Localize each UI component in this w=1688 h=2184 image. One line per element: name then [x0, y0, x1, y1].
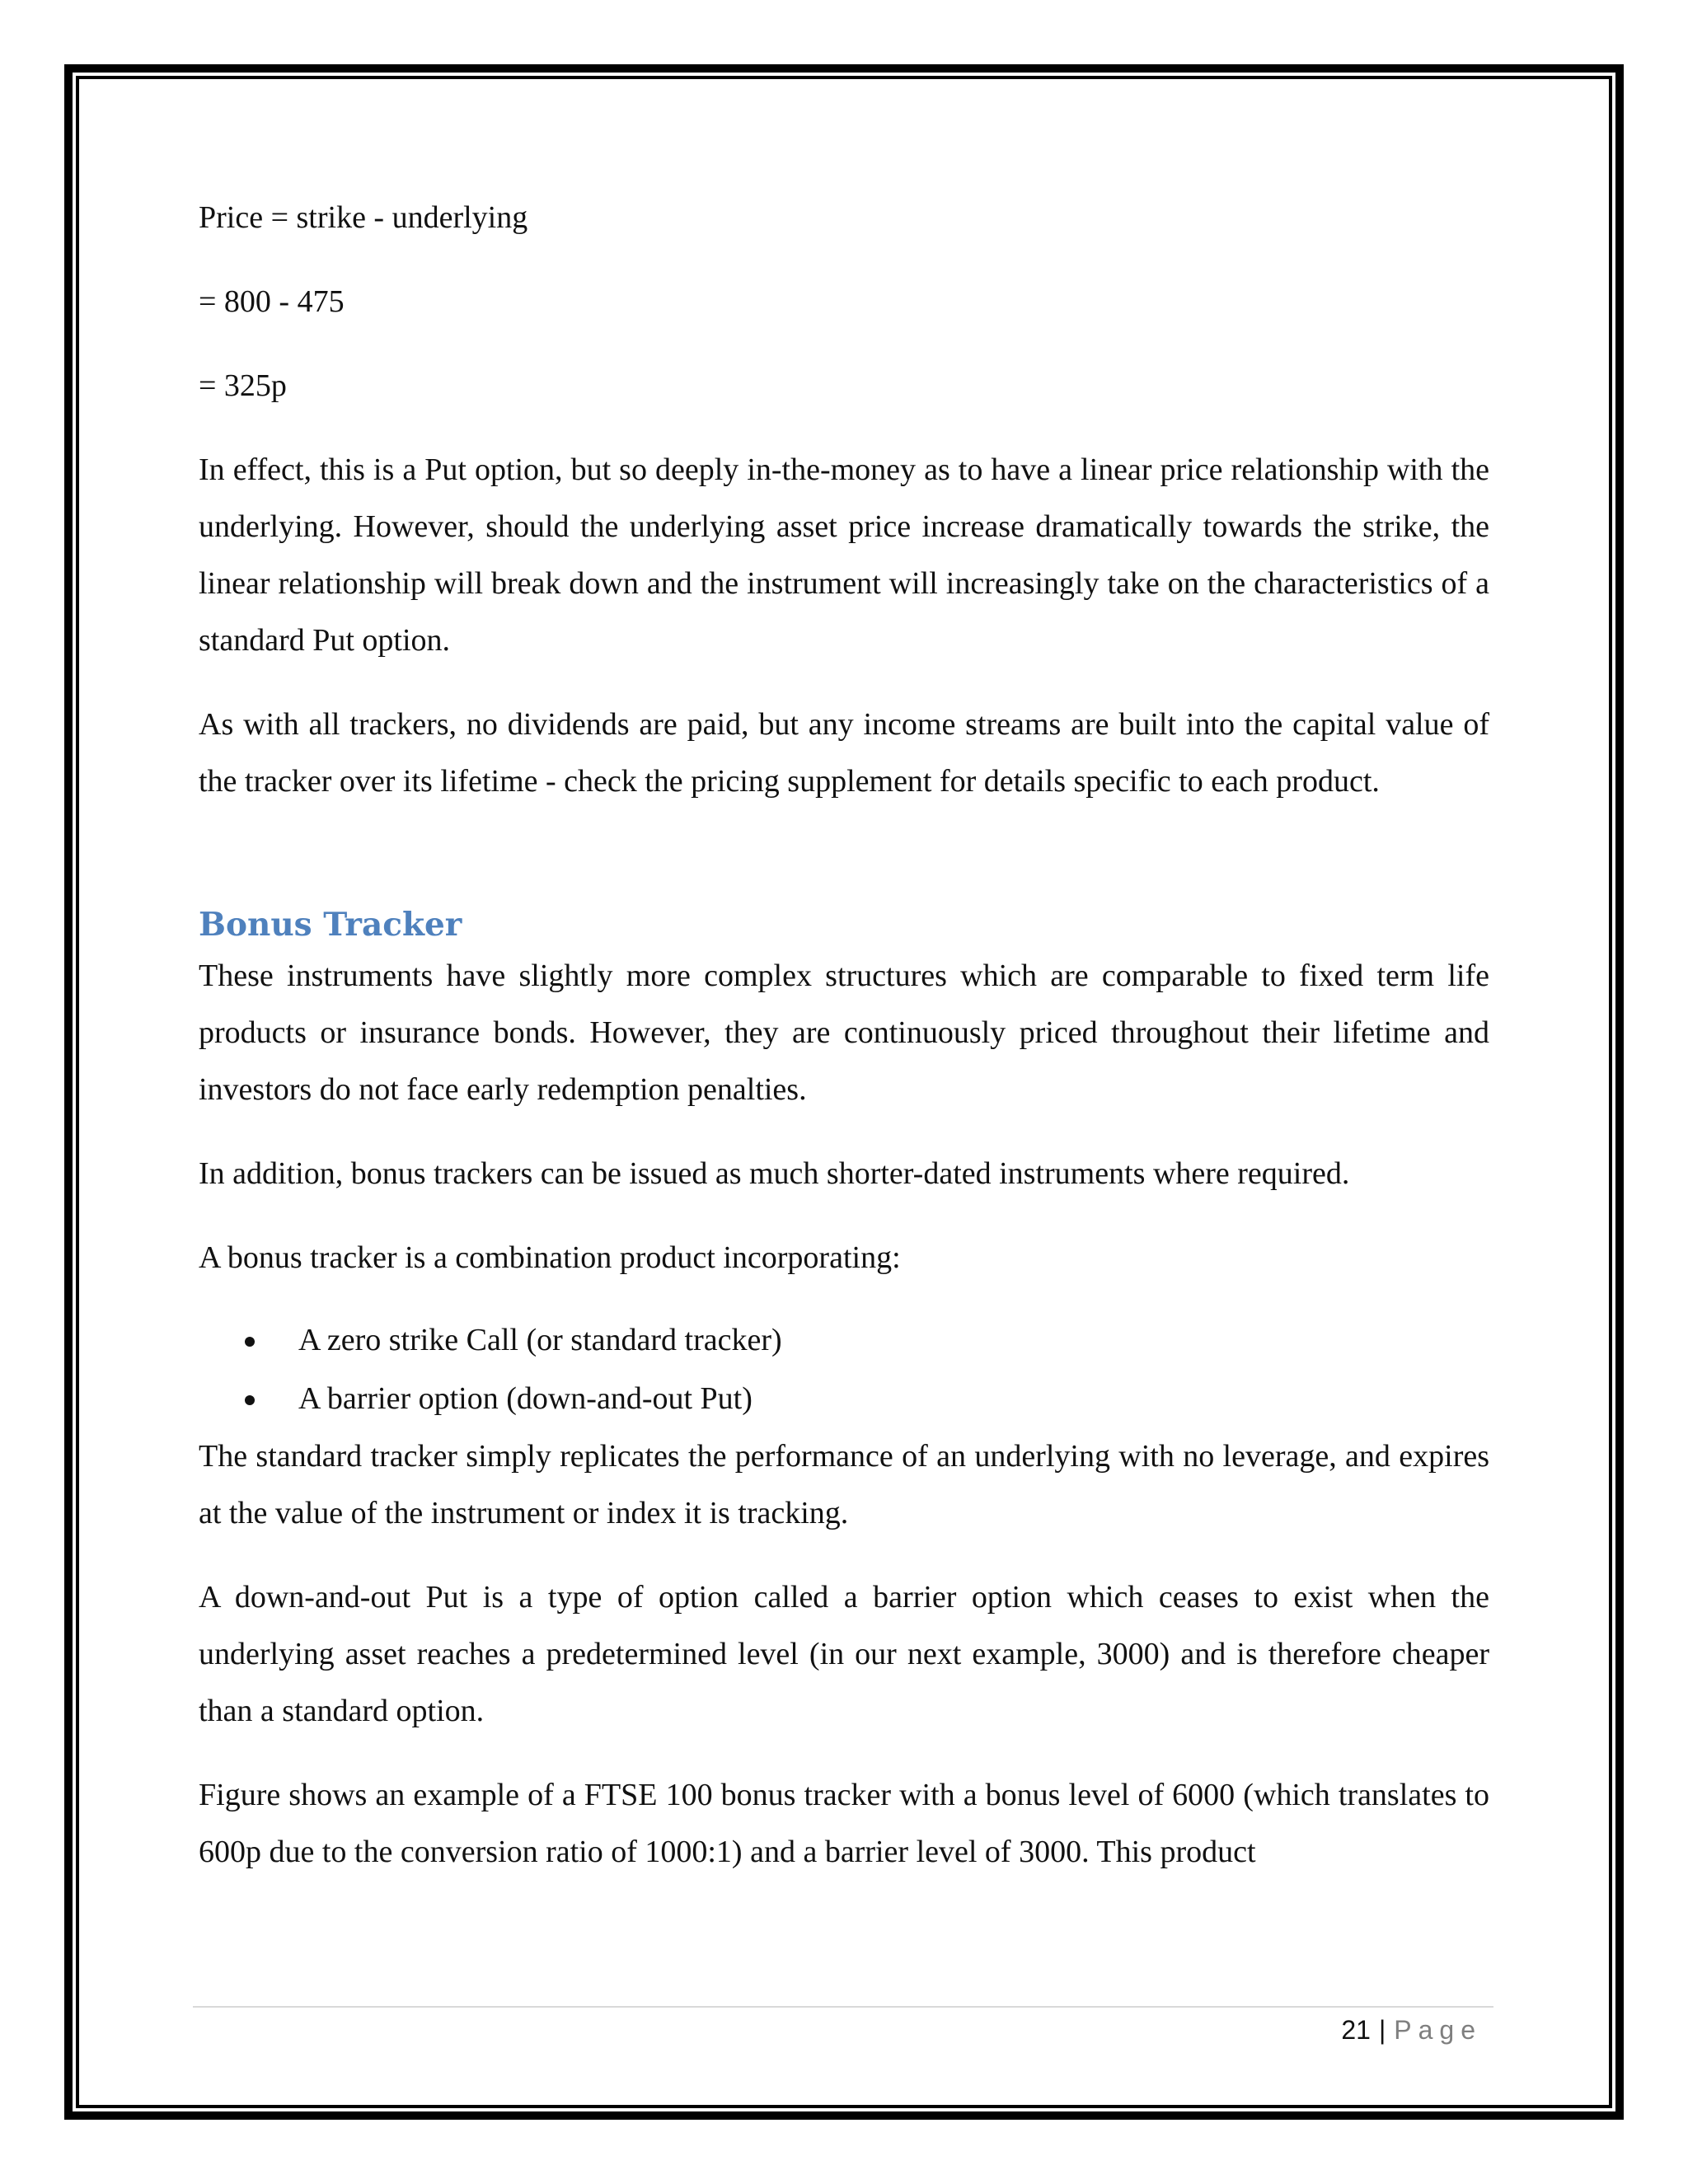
paragraph: In addition, bonus trackers can be issued as much shorter-dated instruments where required. [199, 1156, 1350, 1191]
footer-divider [193, 2006, 1493, 2008]
formula-line: = 325p [199, 368, 287, 403]
section-heading: Bonus Tracker [199, 906, 462, 944]
page-label: Page [1394, 2015, 1482, 2045]
paragraph: Figure shows an example of a FTSE 100 bonus tracker with a bonus level of 6000 (which translates to 600p due to the conversion ratio of 1000:1) and a barrier level of 3000. This product [199, 1778, 1489, 1869]
paragraph: These instruments have slightly more complex structures which are comparable to fixed term life products or insurance bonds. However, they are continuously priced throughout their lifetime and investors do not face early redemption penalties. [199, 958, 1489, 1107]
paragraph: A bonus tracker is a combination product incorporating: [199, 1240, 901, 1275]
list-item-text: A zero strike Call (or standard tracker) [298, 1323, 782, 1357]
page-number: 21 [1341, 2015, 1371, 2045]
list-item-text: A barrier option (down-and-out Put) [298, 1381, 753, 1416]
paragraph: In effect, this is a Put option, but so deeply in-the-money as to have a linear price relationship with the underlying. However, should the underlying asset price increase dramatically towards the strike, the linear relationship will break down and the instrument will increasingly take on the characteristics of a standard Put option. [199, 452, 1489, 658]
formula-line: Price = strike - underlying [199, 200, 528, 235]
paragraph: A down-and-out Put is a type of option called a barrier option which ceases to exist when the underlying asset reaches a predetermined level (in our next example, 3000) and is therefore cheaper than a standard option. [199, 1580, 1489, 1728]
bullet-icon [245, 1337, 255, 1347]
list-item [199, 1370, 1489, 1428]
page-footer [1341, 2013, 1482, 2047]
paragraph: As with all trackers, no dividends are paid, but any income streams are built into the capital value of the tracker over its lifetime - check the pricing supplement for details specific to each product. [199, 707, 1489, 799]
bullet-icon [245, 1395, 255, 1405]
formula-line: = 800 - 475 [199, 284, 345, 319]
list-item [199, 1311, 1489, 1370]
page-content [199, 190, 1489, 1908]
bullet-list [199, 1311, 1489, 1428]
footer-separator: | [1378, 2015, 1386, 2045]
paragraph: The standard tracker simply replicates the performance of an underlying with no leverage, and expires at the value of the instrument or index it is tracking. [199, 1439, 1489, 1530]
